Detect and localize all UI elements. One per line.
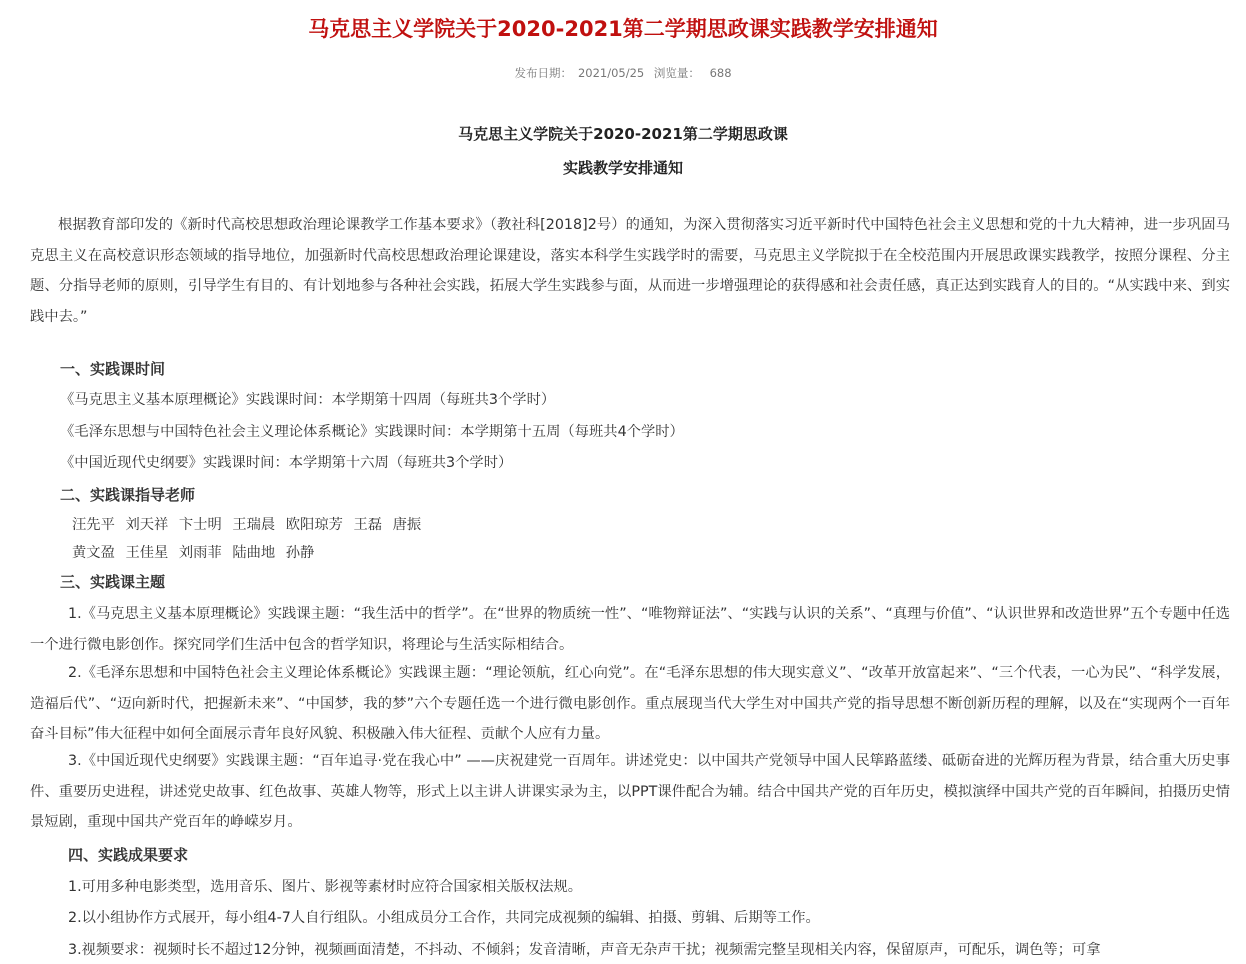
teacher-name: 刘天祥 [125,517,169,533]
section-heading-time: 一、实践课时间 [60,360,166,378]
publish-date-label: 发布日期： [514,66,572,80]
course-time-item: 《毛泽东思想与中国特色社会主义理论体系概论》实践课时间：本学期第十五周（每班共4个学时） [60,424,684,440]
course-time-item: 《马克思主义基本原理概论》实践课时间：本学期第十四周（每班共3个学时） [60,392,556,408]
section-heading-requirements: 四、实践成果要求 [68,846,189,864]
article-title: 马克思主义学院关于2020-2021第二学期思政课实践教学安排通知 [308,17,938,41]
intro-paragraph: 根据教育部印发的《新时代高校思想政治理论课教学工作基本要求》（教社科[2018]2号）的通知，为深入贯彻落实习近平新时代中国特色社会主义思想和党的十九大精神，进一步巩固马克思主义在高校意识形态领域的指导地位，加强新时代高校思想政治理论课建设，落实本科学生实践学时的需要，马克思主义学院拟于在全校范围内开展思政课实践教学，按照分课程、分主题、分指导老师的原则，引导学生有目的、有计划地参与各种社会实践，拓展大学生实践参与面，从而进一步增强理论的获得感和社会责任感，真正达到实践育人的目的。“从实践中来、到实践中去。” [30,217,1230,325]
teachers-row [72,511,427,539]
requirement-item: 3.视频要求：视频时长不超过12分钟，视频画面清楚，不抖动、不倾斜；发音清晰，声音无杂声干扰；视频需完整呈现相关内容，保留原声，可配乐，调色等；可拿 [68,942,1101,958]
section-heading-themes: 三、实践课主题 [60,573,166,591]
article-meta [0,65,1246,81]
course-time-item: 《中国近现代史纲要》实践课时间：本学期第十六周（每班共3个学时） [60,455,513,471]
content-subtitle-line2: 实践教学安排通知 [562,159,683,177]
views-label: 浏览量： [653,66,700,80]
views-count: 688 [709,66,732,80]
teacher-name: 孙静 [285,545,315,561]
requirement-item: 1.可用多种电影类型，选用音乐、图片、影视等素材时应符合国家相关版权法规。 [68,879,583,895]
teacher-name: 王佳星 [125,545,169,561]
teacher-name: 王瑞晨 [232,517,276,533]
teacher-name: 汪先平 [72,517,115,533]
teacher-name: 陆曲地 [232,545,276,561]
theme-paragraph: 3.《中国近现代史纲要》实践课主题：“百年追寻·党在我心中” ——庆祝建党一百周年。讲述党史：以中国共产党领导中国人民筚路蓝缕、砥砺奋进的光辉历程为背景，结合重大历史事件、重要历史进程，讲述党史故事、红色故事、英雄人物等，形式上以主讲人讲课实录为主，以PPT课件配合为辅。结合中国共产党的百年历史，模拟演绎中国共产党的百年瞬间，拍摄历史情景短剧，重现中国共产党百年的峥嵘岁月。 [30,753,1230,830]
section-heading-teachers: 二、实践课指导老师 [60,486,196,504]
teacher-name: 唐振 [392,517,422,533]
teacher-name: 刘雨菲 [178,545,222,561]
publish-date: 2021/05/25 [577,66,645,80]
teacher-name: 王磊 [353,517,383,533]
teacher-name: 卞士明 [178,517,222,533]
content-subtitle-line1: 马克思主义学院关于2020-2021第二学期思政课 [458,125,788,143]
teacher-name: 欧阳琼芳 [285,517,343,533]
teachers-row [72,539,320,567]
theme-paragraph: 1.《马克思主义基本原理概论》实践课主题：“我生活中的哲学”。在“世界的物质统一性”、“唯物辩证法”、“实践与认识的关系”、“真理与价值”、“认识世界和改造世界”五个专题中任选一个进行微电影创作。探究同学们生活中包含的哲学知识，将理论与生活实际相结合。 [30,606,1230,653]
requirement-item: 2.以小组协作方式展开，每小组4-7人自行组队。小组成员分工合作，共同完成视频的编辑、拍摄、剪辑、后期等工作。 [68,910,820,926]
teacher-name: 黄文盈 [72,545,115,561]
theme-paragraph: 2.《毛泽东思想和中国特色社会主义理论体系概论》实践课主题：“理论领航，红心向党”。在“毛泽东思想的伟大现实意义”、“改革开放富起来”、“三个代表，一心为民”、“科学发展，造福后代”、“迈向新时代，把握新未来”、“中国梦，我的梦”六个专题任选一个进行微电影创作。重点展现当代大学生对中国共产党的指导思想不断创新历程的理解，以及在“实现两个一百年奋斗目标”伟大征程中如何全面展示青年良好风貌、积极融入伟大征程、贡献个人应有力量。 [30,665,1230,742]
